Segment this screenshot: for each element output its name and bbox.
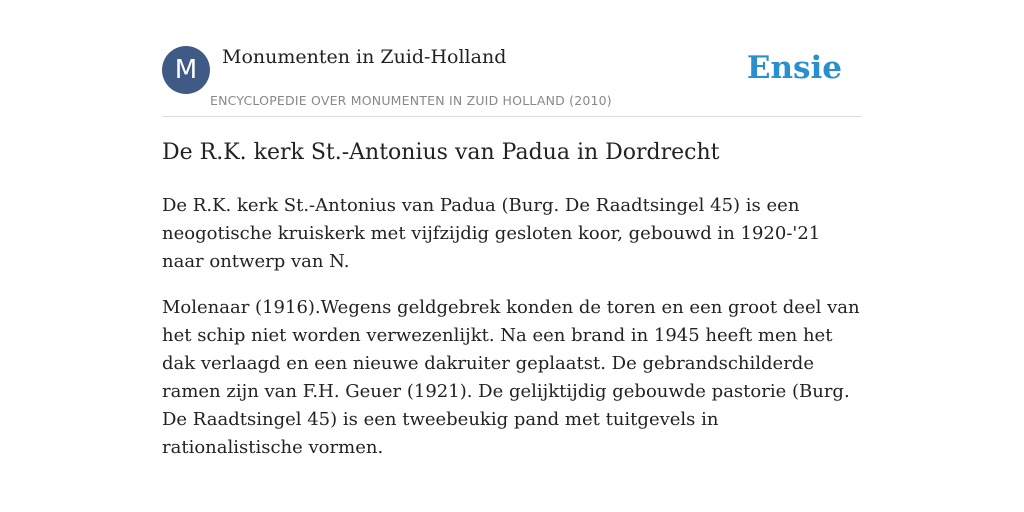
article-paragraph-2: Molenaar (1916).Wegens geldgebrek konden de toren en een groot deel van het schip niet worden verwezenlijkt. Na een brand in 1945 heeft men het dak verlaagd en een nieuwe dakruiter geplaatst. De gebrandschilderde ramen zijn van F.H. Geuer (1921). De gelijktijdig gebouwde pastorie (Burg. De Raadtsingel 45) is een tweebeukig pand met tuitgevels in rationalistische vormen. — [162, 297, 860, 458]
article-title: De R.K. kerk St.-Antonius van Padua in Dordrecht — [162, 140, 720, 165]
source-title[interactable]: Monumenten in Zuid-Holland — [222, 46, 507, 68]
source-avatar: M — [162, 46, 210, 94]
source-header — [162, 46, 862, 117]
article-paragraph-1: De R.K. kerk St.-Antonius van Padua (Burg. De Raadtsingel 45) is een neogotische kruiskerk met vijfzijdig gesloten koor, gebouwd in 1920-'21 naar ontwerp van N. — [162, 195, 821, 272]
ensie-logo[interactable]: Ensie — [746, 50, 842, 86]
article-body — [162, 192, 862, 480]
source-subtitle: ENCYCLOPEDIE OVER MONUMENTEN IN ZUID HOLLAND (2010) — [210, 93, 612, 108]
